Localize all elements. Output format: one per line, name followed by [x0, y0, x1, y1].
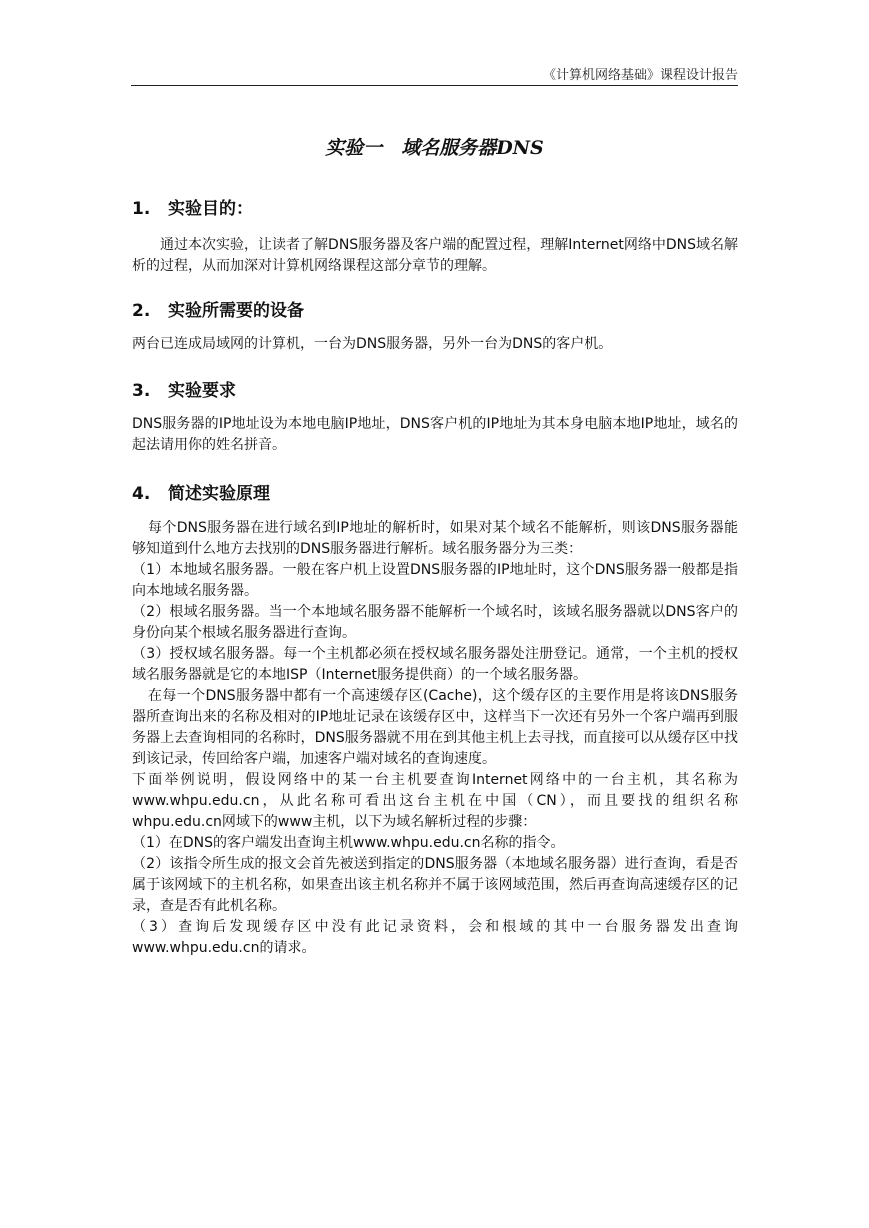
section-title: 简述实验原理 — [168, 484, 270, 504]
section-number: 4. — [132, 484, 151, 504]
paragraph: DNS服务器的IP地址设为本地电脑IP地址，DNS客户机的IP地址为其本身电脑本地IP地址，域名的起法请用你的姓名拼音。 — [132, 416, 738, 453]
list-item: （2）该指令所生成的报文会首先被送到指定的DNS服务器（本地域名服务器）进行查询，看是否属于该网域下的主机名称，如果查出该主机名称并不属于该网域范围，然后再查询高速缓存区的记录，查是否有此机名称。 — [132, 856, 738, 914]
page-header: 《计算机网络基础》课程设计报告 — [542, 68, 738, 83]
list-item: （3）查询后发现缓存区中没有此记录资料，会和根域的其中一台服务器发出查询www.whpu.edu.cn的请求。 — [132, 919, 738, 956]
section-number: 3. — [132, 381, 151, 401]
section-title: 实验目的： — [168, 199, 253, 219]
section-title: 实验所需要的设备 — [168, 301, 304, 321]
section-2-heading — [132, 299, 738, 323]
section-number: 2. — [132, 301, 151, 321]
section-1-heading — [132, 197, 738, 221]
section-title: 实验要求 — [168, 381, 236, 401]
paragraph: 每个DNS服务器在进行域名到IP地址的解析时，如果对某个域名不能解析，则该DNS服务器能够知道到什么地方去找别的DNS服务器进行解析。域名服务器分为三类： — [132, 520, 738, 557]
header-rule — [131, 85, 738, 86]
section-3-heading — [132, 379, 738, 403]
section-number: 1. — [132, 199, 151, 219]
list-item: （1）在DNS的客户端发出查询主机www.whpu.edu.cn名称的指令。 — [132, 835, 565, 851]
paragraph: 两台已连成局域网的计算机，一台为DNS服务器，另外一台为DNS的客户机。 — [132, 336, 613, 352]
document-body — [132, 190, 738, 959]
list-item: （3）授权域名服务器。每一个主机都必须在授权域名服务器处注册登记。通常，一个主机的授权域名服务器就是它的本地ISP（Internet服务提供商）的一个域名服务器。 — [132, 646, 738, 683]
document-title: 实验一 域名服务器DNS — [325, 137, 544, 159]
paragraph: 在每一个DNS服务器中都有一个高速缓存区(Cache)，这个缓存区的主要作用是将该DNS服务器所查询出来的名称及相对的IP地址记录在该缓存区中，这样当下一次还有另外一个客户端再到服务器上去查询相同的名称时，DNS服务器就不用在到其他主机上去寻找，而直接可以从缓存区中找到该记录，传回给客户端，加速客户端对域名的查询速度。 — [132, 688, 738, 767]
paragraph: 下面举例说明，假设网络中的某一台主机要查询Internet网络中的一台主机，其名称为www.whpu.edu.cn，从此名称可看出这台主机在中国（CN），而且要找的组织名称whpu.edu.cn网域下的www主机，以下为域名解析过程的步骤： — [132, 772, 738, 830]
section-4-heading — [132, 482, 738, 506]
list-item: （2）根域名服务器。当一个本地域名服务器不能解析一个域名时，该域名服务器就以DNS客户的身份向某个根域名服务器进行查询。 — [132, 604, 738, 641]
list-item: （1）本地域名服务器。一般在客户机上设置DNS服务器的IP地址时，这个DNS服务器一般都是指向本地域名服务器。 — [132, 562, 738, 599]
paragraph: 通过本次实验，让读者了解DNS服务器及客户端的配置过程，理解Internet网络中DNS域名解析的过程，从而加深对计算机网络课程这部分章节的理解。 — [132, 237, 738, 274]
